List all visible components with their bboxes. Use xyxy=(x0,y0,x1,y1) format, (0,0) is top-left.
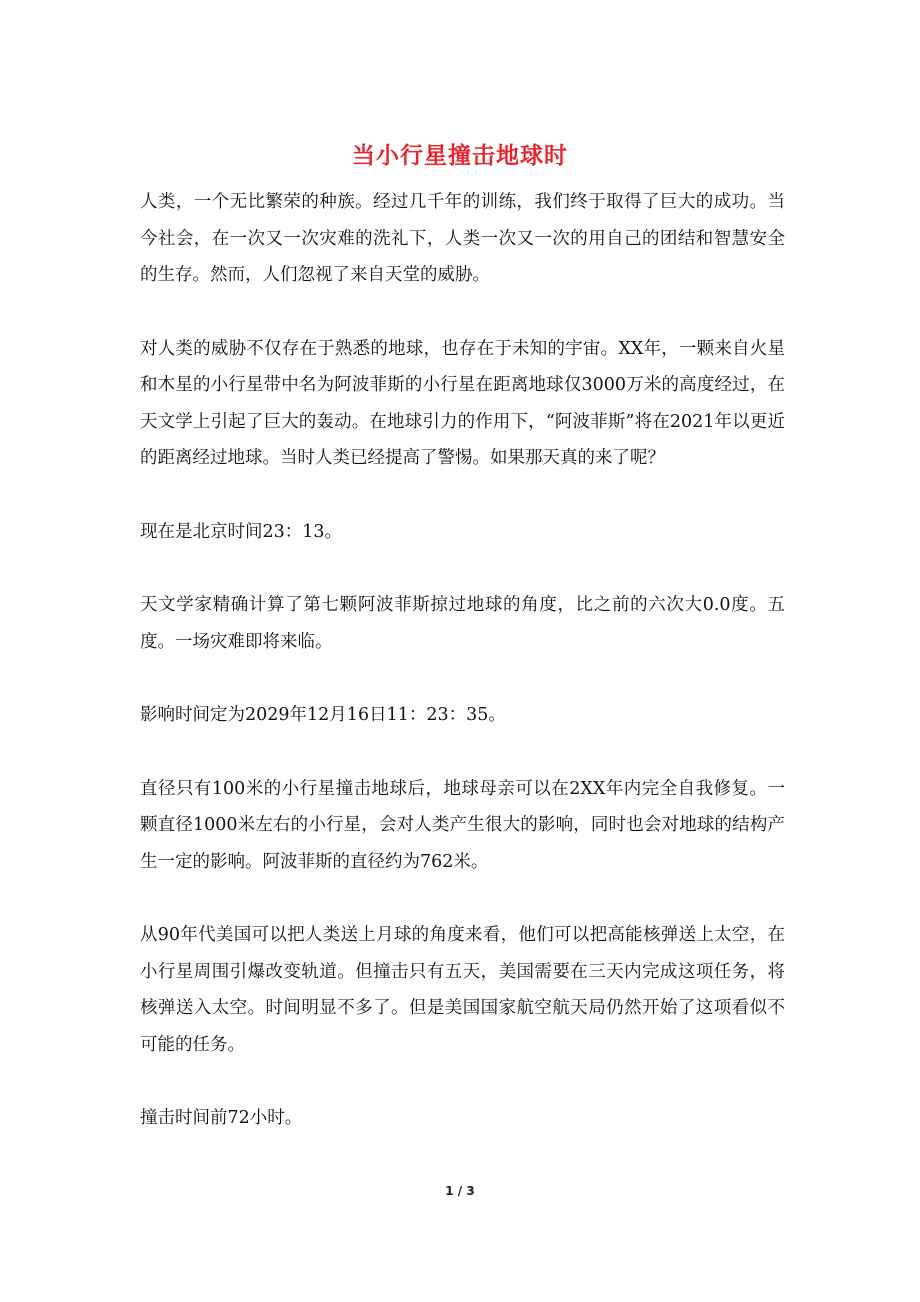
paragraph-time: 现在是北京时间23：13。 xyxy=(140,521,343,542)
paragraph-intro: 人类，一个无比繁荣的种族。经过几千年的训练，我们终于取得了巨大的成功。当今社会，在一次又一次灾难的洗礼下，人类一次又一次的用自己的团结和智慧安全的生存。然而，人们忽视了来自天堂的威胁。 xyxy=(140,192,785,285)
paragraph-countdown: 撞击时间前72小时。 xyxy=(140,1108,303,1128)
paragraph-threat: 对人类的威胁不仅存在于熟悉的地球，也存在于未知的宇宙。XX年，一颗来自火星和木星的小行星带中名为阿波菲斯的小行星在距离地球仅3000万米的高度经过，在天文学上引起了巨大的轰动。在地球引力的作用下，“阿波菲斯”将在2021年以更近的距离经过地球。当时人类已经提高了警惕。如果那天真的来了呢？ xyxy=(140,338,785,468)
paragraph-impact-time: 影响时间定为2029年12月16日11：23：35。 xyxy=(140,705,506,725)
document-title: 当小行星撞击地球时 xyxy=(352,142,568,169)
page-indicator: 1 / 3 xyxy=(445,1184,475,1198)
paragraph-calculation: 天文学家精确计算了第七颗阿波菲斯掠过地球的角度，比之前的六次大0.0度。五度。一场灾难即将来临。 xyxy=(140,595,785,652)
document-body xyxy=(140,184,785,1174)
paragraph-mission: 从90年代美国可以把人类送上月球的角度来看，他们可以把高能核弹送上太空，在小行星周围引爆改变轨道。但撞击只有五天，美国需要在三天内完成这项任务，将核弹送入太空。时间明显不多了。但是美国国家航空航天局仍然开始了这项看似不可能的任务。 xyxy=(140,925,785,1055)
paragraph-diameter: 直径只有100米的小行星撞击地球后，地球母亲可以在2XX年内完全自我修复。一颗直径1000米左右的小行星，会对人类产生很大的影响，同时也会对地球的结构产生一定的影响。阿波菲斯的直径约为762米。 xyxy=(140,778,785,872)
